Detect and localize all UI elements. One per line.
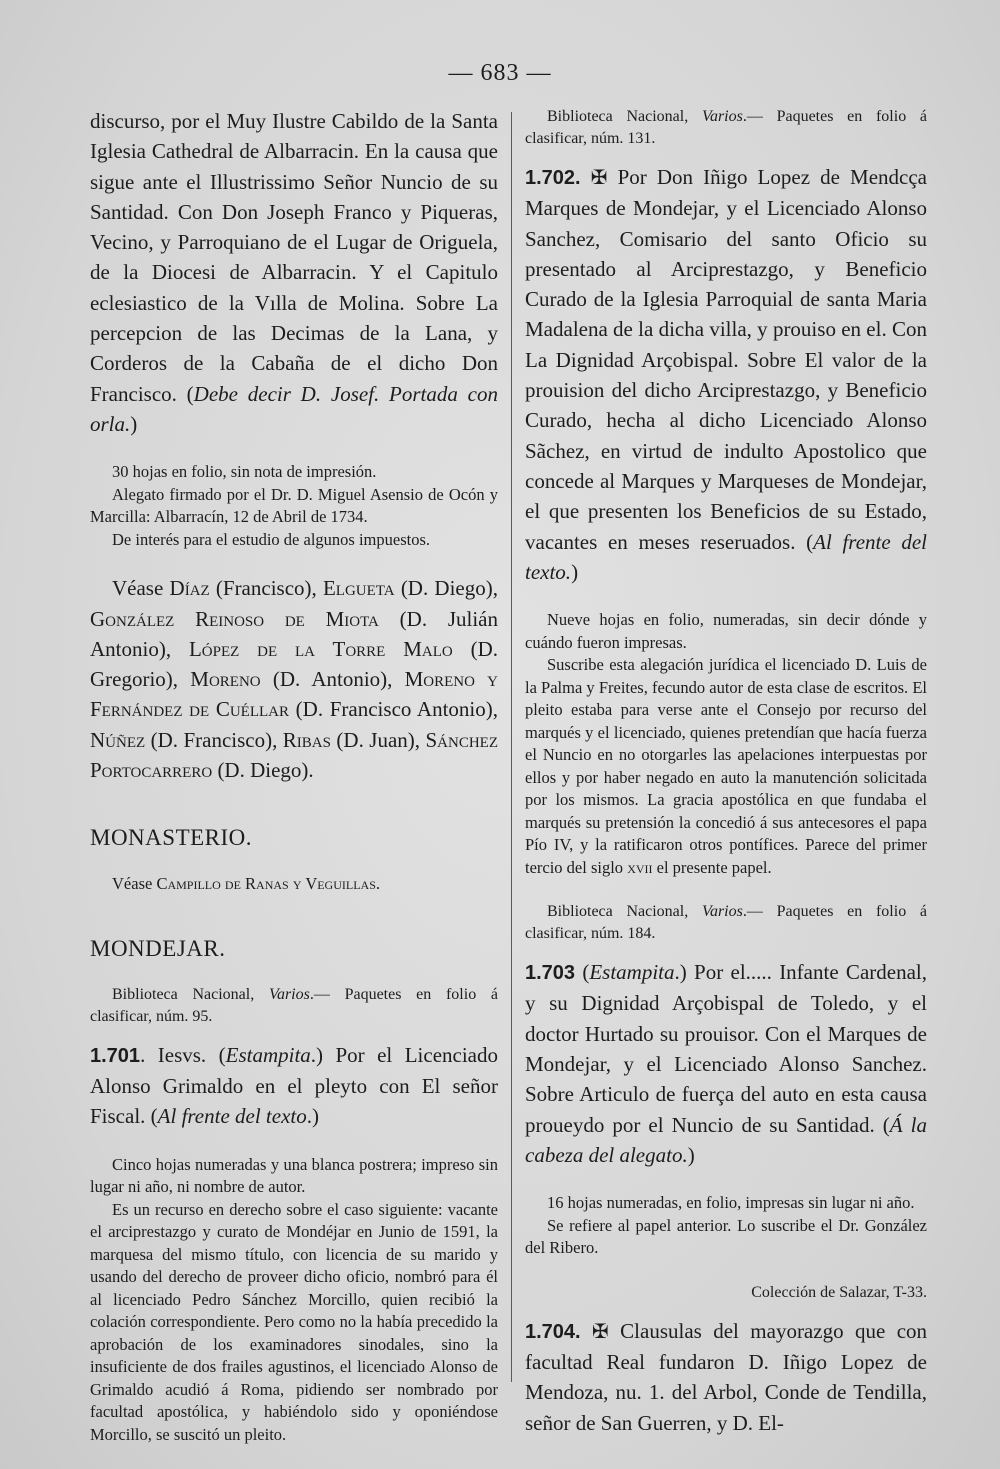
spacer — [90, 851, 498, 873]
see-ref-name: Díaz — [169, 576, 210, 601]
note-text: el presente papel. — [652, 857, 772, 877]
entry-italic: Al frente del texto. — [525, 529, 927, 584]
source-location: .— Paquetes en folio á clasificar, núm. 95. — [90, 985, 499, 1025]
source-line-1701 — [90, 984, 498, 1028]
page-number: — 683 — — [448, 60, 552, 86]
entry-1704 — [525, 1316, 927, 1438]
note-paragraph: Alegato firmado por el Dr. D. Miguel Asensio de Ocón y Marcilla: Albarracín, 12 de Abril de 1734. — [90, 484, 498, 527]
section-heading-monasterio: MONASTERIO. — [90, 825, 253, 851]
monasterio-see-also — [90, 873, 498, 896]
entry-text: .) — [306, 1104, 319, 1129]
spacer — [525, 150, 927, 162]
entry-continuation-italic: Debe decir D. Josef. Portada con orla. — [90, 381, 498, 436]
source-collection: Varios — [268, 985, 310, 1003]
entry-1703 — [525, 957, 927, 1170]
entry-1702 — [525, 162, 927, 587]
spacer — [90, 896, 498, 936]
entry-text: ) — [571, 559, 579, 584]
spacer — [525, 945, 927, 957]
entry-text: ) — [687, 1142, 695, 1167]
see-ref-name: Moreno — [190, 667, 261, 692]
spacer — [90, 439, 498, 461]
note-paragraph: Cinco hojas numeradas y una blanca postrera; impreso sin lugar ni año, ni nombre de autor. — [90, 1154, 498, 1197]
see-ref-rest: (Francisco), — [209, 576, 323, 601]
entry-italic: Al frente del texto — [157, 1104, 307, 1129]
see-ref-rest: (D. Antonio), — [260, 667, 405, 692]
column-divider — [511, 112, 512, 1382]
note-paragraph: Es un recurso en derecho sobre el caso siguiente: vacante el arciprestazgo y curato de Mondéjar en Junio de 1591, la marquesa del mismo título, con licencia de su marido y usando del derecho de proveer dicho oficio, nombró para él al licenciado Pedro Sánchez Morcillo, quien recibió la colación correspondiente. Pero como no la había precedido la aprobación de los examinadores sinodales, sino la insuficiente de dos frailes agustinos, el licenciado Alonso de Grimaldo acudió á Roma, pidiendo ser nombrado por facultad apostólica, y habiéndolo sido y oponiéndose Morcillo, se suscitó un pleito. — [90, 1199, 498, 1444]
note-paragraph: 30 hojas en folio, sin nota de impresión. — [112, 462, 377, 482]
entry-number: 1.704. — [525, 1320, 581, 1343]
spacer — [525, 1260, 927, 1282]
entry-text: ( — [575, 960, 590, 985]
see-ref-name: Moreno y Fernández de Cuéllar — [90, 667, 498, 722]
spacer — [90, 1132, 498, 1154]
see-ref-name: González Reinoso de Miota — [90, 606, 379, 631]
note-paragraph: Nueve hojas en folio, numeradas, sin decir dónde y cuándo fueron impresas. — [525, 610, 927, 652]
see-ref-rest: (D. Julián Antonio), — [90, 606, 499, 661]
entry-italic: Estampita — [589, 960, 675, 985]
entry-1701 — [90, 1040, 498, 1132]
see-ref-name: Elgueta — [322, 576, 395, 601]
see-ref-rest: (D. Francisco Antonio), — [289, 697, 498, 722]
entry-continuation-text: discurso, por el Muy Ilustre Cabildo de la Santa Iglesia Cathedral de Albarracin. En la causa que sigue ante el Illustrissimo Señor Nuncio de su Santidad. Con Don Joseph Franco y Piqueras, Vecino, y Parroquiano de el Lugar de Origuela, de la Diocesi de Albarracin. Y el Capitulo eclesiastico de la Vılla de Molina. Sobre La percepcion de las Decimas de la Lana, y Corderos de la Cabaña de el dicho Don Francisco. ( — [90, 109, 498, 406]
note-paragraph: De interés para el estudio de algunos impuestos. — [112, 529, 431, 549]
cross-icon: ✠ — [590, 165, 608, 189]
source-location: .— Paquetes en folio á clasificar, núm. 184. — [525, 903, 928, 943]
source-line-1702 — [525, 106, 927, 150]
spacer — [90, 962, 498, 984]
see-also-list — [90, 573, 498, 785]
entry-continuation-end: ) — [130, 411, 138, 436]
entry-text: . Iesvs. ( — [140, 1042, 226, 1067]
see-ref-rest: (D. Diego). — [212, 758, 314, 783]
spacer — [90, 785, 498, 825]
see-also-intro: Véase — [112, 874, 153, 894]
entry-text: .) Por el..... Infante Cardenal, y su Dignidad Arçobispal de Toledo, y el doctor Hurtado su prouisor. Con el Marques de Mondejar, y el Licenciado Alonso Sanchez. Sobre Articulo de fuerça del auto en esta causa proueydo por el Nuncio de su Santidad. ( — [525, 960, 927, 1137]
see-ref-rest: (D. Gregorio), — [90, 636, 498, 692]
entry-italic: Estampita — [225, 1042, 311, 1067]
source-library: Biblioteca Nacional, — [547, 903, 689, 921]
entry-text: Por Don Iñigo Lopez de Mendcça Marques de Mondejar, y el Licenciado Alonso Sanchez, Comisario del santo Oficio su presentado al Arciprestazgo, y Beneficio Curado de la Iglesia Parroquial de santa Maria Madalena de la dicha villa, y prouiso en el. Con La Dignidad Arçobispal. Sobre El valor de la prouision del dicho Arciprestazgo, y Beneficio Curado, hecha al dicho Licenciado Alonso Sãchez, en virtud de indulto Apostolico que concede al Marques y Marqueses de Mondejar, el que presenten los Beneficios de su Estado, vacantes en meses reseruados. ( — [525, 165, 927, 554]
source-location: .— Paquetes en folio á clasificar, núm. 131. — [525, 108, 928, 147]
see-ref-name: Sánchez Portocarrero — [90, 727, 498, 783]
spacer — [525, 587, 927, 609]
century-numeral: xvii — [627, 857, 653, 877]
source-library: Biblioteca Nacional, — [547, 108, 689, 125]
entry-number: 1.701 — [90, 1044, 141, 1067]
entry-text: Clausulas del mayorazgo que con facultad Real fundaron D. Iñigo Lopez de Mendoza, nu. 1. del Arbol, Conde de Tendilla, señor de San Guerren, y D. El- — [525, 1318, 928, 1435]
entry-number: 1.703 — [525, 962, 576, 985]
entry-number: 1.702. — [525, 167, 581, 189]
right-column — [525, 106, 927, 1438]
spacer — [525, 1304, 927, 1316]
see-ref-rest: (D. Juan), — [330, 727, 426, 752]
see-ref-rest: . — [375, 874, 381, 894]
spacer — [90, 551, 498, 573]
note-paragraph: 16 hojas numeradas, en folio, impresas sin lugar ni año. — [547, 1193, 915, 1213]
entry-text: .) Por el Licenciado Alonso Grimaldo en el pleyto con El señor Fiscal. ( — [90, 1042, 498, 1129]
note-paragraph — [525, 654, 927, 879]
see-ref-rest: (D. Francisco), — [145, 727, 283, 752]
see-ref-name: Núñez — [90, 727, 146, 752]
see-ref-name: López de la Torre Malo — [188, 636, 453, 661]
source-collection: Varios — [701, 108, 743, 125]
see-ref-name: Ribas — [282, 727, 331, 752]
spacer — [525, 1170, 927, 1192]
see-ref-name: Campillo de Ranas y Veguillas — [156, 874, 376, 894]
source-line-1704: Colección de Salazar, T-33. — [751, 1283, 927, 1301]
entry-italic: Á la cabeza del alegato. — [525, 1112, 927, 1167]
entry-continuation — [90, 106, 498, 439]
see-ref-rest: (D. Diego), — [394, 576, 498, 601]
note-text: Suscribe esta alegación jurídica el licenciado D. Luis de la Palma y Freites, fecundo autor de esta clase de escritos. El pleito estaba para verse ante el Consejo por recurso del marqués y el licenciado, quienes pretendían que hacía fuerza el Nuncio en no otorgarles las apelaciones interpuestas por ellos y por haber negado en auto la manutención solicitada por los mismos. La gracia apostólica en que fundaba el marqués su pretensión la concedió á sus antecesores el papa Pío IV, y la ratificaron otros pontífices. Parece del primer tercio del siglo — [525, 655, 927, 877]
spacer — [525, 879, 927, 901]
section-heading-mondejar: MONDEJAR. — [90, 935, 226, 961]
source-line-1703 — [525, 901, 927, 945]
source-library: Biblioteca Nacional, — [112, 985, 255, 1003]
spacer — [90, 1028, 498, 1040]
source-collection: Varios — [701, 903, 743, 921]
note-paragraph: Se refiere al papel anterior. Lo suscribe el Dr. González del Ribero. — [525, 1215, 927, 1258]
see-also-intro: Véase — [112, 576, 164, 601]
left-column — [90, 106, 498, 1446]
cross-icon: ✠ — [592, 1318, 609, 1343]
